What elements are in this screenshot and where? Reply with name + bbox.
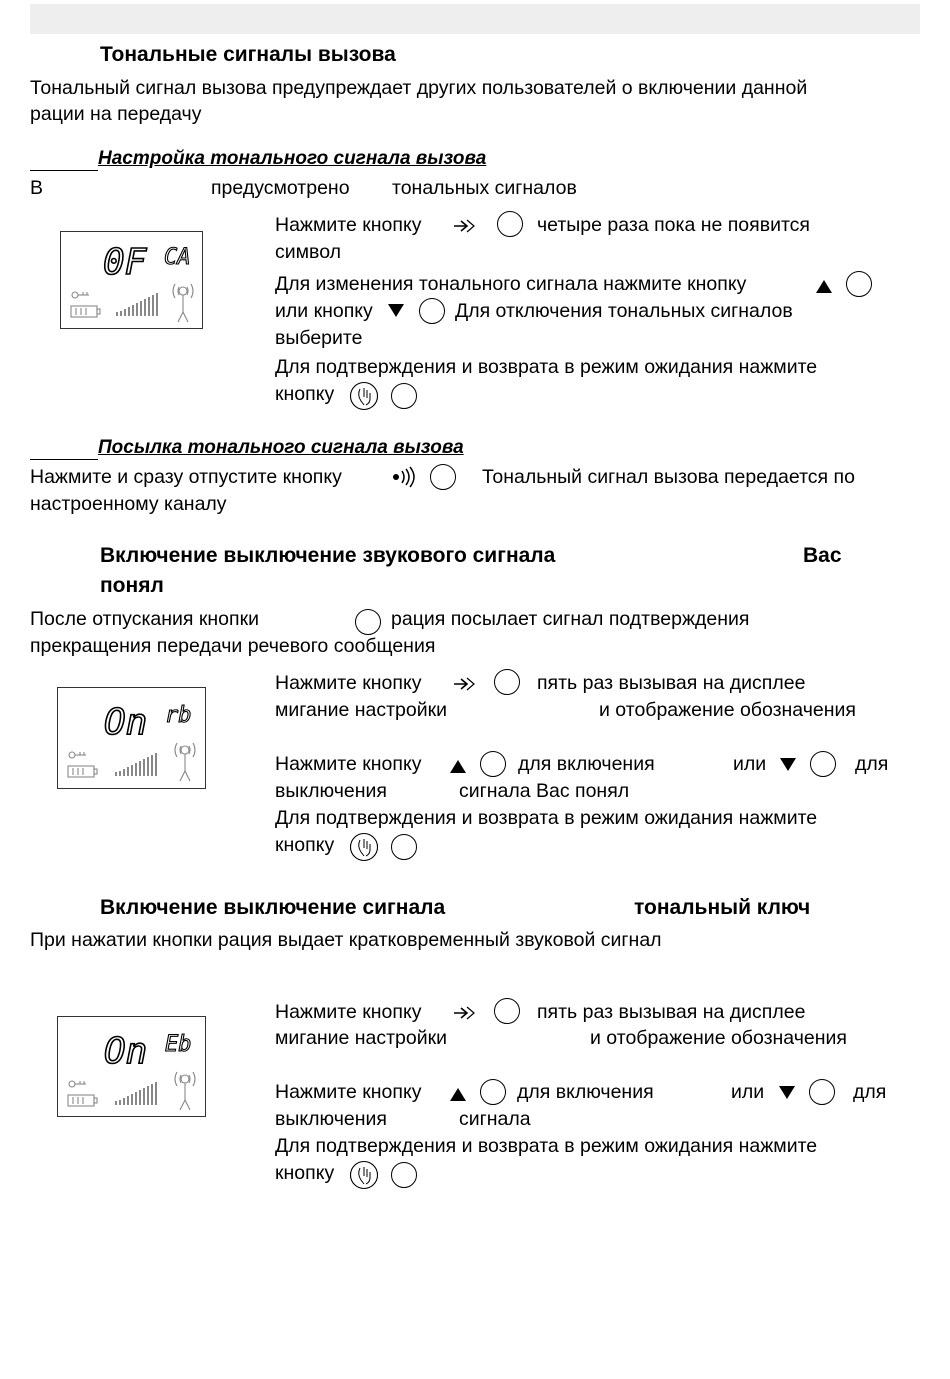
triangle-down-icon bbox=[387, 303, 405, 319]
section-heading-roger-beep: Включение выключение звукового сигнала bbox=[100, 544, 556, 567]
step-text: сигнала bbox=[459, 1108, 531, 1130]
call-button[interactable] bbox=[430, 464, 456, 490]
antenna-person-icon bbox=[175, 743, 195, 781]
subheading-send-call-tone: Посылка тонального сигнала вызова bbox=[98, 437, 464, 458]
up-button[interactable] bbox=[480, 751, 506, 777]
key-icon bbox=[69, 752, 86, 758]
step-text: для включения bbox=[517, 1081, 654, 1103]
paragraph: рации на передачу bbox=[30, 103, 202, 125]
menu-button[interactable] bbox=[494, 998, 520, 1024]
paragraph: Тональный сигнал вызова предупреждает других пользователей о включении данной bbox=[30, 77, 808, 99]
antenna-person-icon bbox=[175, 1072, 195, 1110]
paragraph: Нажмите и сразу отпустите кнопку bbox=[30, 466, 342, 488]
confirm-button[interactable] bbox=[391, 383, 417, 409]
up-button[interactable] bbox=[480, 1079, 506, 1105]
key-icon bbox=[69, 1081, 86, 1087]
signal-strength-icon bbox=[116, 753, 156, 776]
signal-strength-icon bbox=[117, 293, 157, 316]
triangle-down-icon bbox=[779, 757, 797, 773]
triangle-up-icon bbox=[449, 758, 467, 774]
step-text: Для подтверждения и возврата в режим ожидания нажмите bbox=[275, 356, 818, 378]
step-text: для включения bbox=[518, 753, 655, 775]
lcd-main-readout: 0F bbox=[103, 242, 147, 283]
step-text: или bbox=[733, 753, 767, 775]
step-text: Нажмите кнопку bbox=[275, 672, 422, 694]
step-text: и отображение обозначения bbox=[599, 699, 856, 721]
step-text: символ bbox=[275, 241, 341, 263]
step-text: мигание настройки bbox=[275, 699, 448, 721]
up-button[interactable] bbox=[846, 271, 872, 297]
step-text: Нажмите кнопку bbox=[275, 753, 422, 775]
menu-button[interactable] bbox=[494, 669, 520, 695]
section-heading-roger-beep: понял bbox=[100, 574, 164, 597]
step-text: мигание настройки bbox=[275, 1027, 448, 1049]
ptt-button[interactable] bbox=[355, 609, 381, 635]
paragraph: прекращения передачи речевого сообщения bbox=[30, 635, 436, 657]
step-text: и отображение обозначения bbox=[590, 1027, 847, 1049]
hand-confirm-icon bbox=[349, 832, 379, 862]
underline-rule bbox=[30, 459, 98, 460]
paragraph: При нажатии кнопки рация выдает кратковременный звуковой сигнал bbox=[30, 929, 662, 951]
step-text: Для отключения тональных сигналов bbox=[455, 300, 793, 322]
lcd-main-readout: On bbox=[104, 702, 148, 743]
step-text: кнопку bbox=[275, 834, 335, 856]
lcd-display bbox=[60, 231, 203, 329]
step-text: или bbox=[731, 1081, 765, 1103]
menu-arrow-icon bbox=[452, 1004, 476, 1022]
triangle-down-icon bbox=[778, 1085, 796, 1101]
paragraph: После отпускания кнопки bbox=[30, 608, 260, 630]
lcd-display bbox=[57, 687, 206, 789]
step-text: Нажмите кнопку bbox=[275, 1081, 422, 1103]
menu-arrow-icon bbox=[452, 217, 476, 235]
battery-icon bbox=[71, 306, 100, 317]
step-text: выключения bbox=[275, 780, 387, 802]
key-icon bbox=[72, 292, 89, 298]
battery-icon bbox=[68, 766, 97, 777]
menu-arrow-icon bbox=[452, 675, 476, 693]
lcd-small-readout: Eb bbox=[165, 1032, 192, 1057]
lcd-display bbox=[57, 1016, 206, 1117]
text: В bbox=[30, 177, 44, 199]
step-text: кнопку bbox=[275, 383, 335, 405]
hand-confirm-icon bbox=[349, 1160, 379, 1190]
section-heading-roger-beep: Вас bbox=[803, 544, 842, 567]
text: тональных сигналов bbox=[392, 177, 577, 199]
lcd-main-readout: On bbox=[104, 1031, 148, 1072]
subheading-setup-call-tone: Настройка тонального сигнала вызова bbox=[98, 148, 487, 169]
call-signal-icon bbox=[391, 466, 419, 488]
section-heading-key-tone: Включение выключение сигнала bbox=[100, 896, 446, 919]
step-text: четыре раза пока не появится bbox=[537, 214, 810, 236]
down-button[interactable] bbox=[419, 298, 445, 324]
down-button[interactable] bbox=[809, 1079, 835, 1105]
step-text: сигнала Вас понял bbox=[459, 780, 630, 802]
confirm-button[interactable] bbox=[391, 834, 417, 860]
step-text: Нажмите кнопку bbox=[275, 1001, 422, 1023]
signal-strength-icon bbox=[116, 1082, 156, 1105]
step-text: Нажмите кнопку bbox=[275, 214, 422, 236]
down-button[interactable] bbox=[810, 751, 836, 777]
step-text: Для подтверждения и возврата в режим ожидания нажмите bbox=[275, 1135, 818, 1157]
step-text: выберите bbox=[275, 327, 363, 349]
step-text: Для подтверждения и возврата в режим ожидания нажмите bbox=[275, 807, 818, 829]
step-text: для bbox=[855, 753, 889, 775]
section-heading-key-tone: тональный ключ bbox=[634, 896, 811, 919]
step-text: Для изменения тонального сигнала нажмите кнопку bbox=[275, 273, 747, 295]
antenna-person-icon bbox=[173, 284, 193, 322]
step-text: или кнопку bbox=[275, 300, 373, 322]
paragraph: Тональный сигнал вызова передается по bbox=[482, 466, 855, 488]
section-heading-call-tones: Тональные сигналы вызова bbox=[100, 43, 396, 66]
paragraph: рация посылает сигнал подтверждения bbox=[391, 608, 750, 630]
text: предусмотрено bbox=[211, 177, 350, 199]
step-text: для bbox=[853, 1081, 887, 1103]
header-bar bbox=[30, 4, 920, 34]
step-text: выключения bbox=[275, 1108, 387, 1130]
paragraph: настроенному каналу bbox=[30, 493, 227, 515]
lcd-small-readout: CA bbox=[164, 245, 191, 270]
step-text: пять раз вызывая на дисплее bbox=[537, 1001, 806, 1023]
underline-rule bbox=[30, 170, 98, 171]
menu-button[interactable] bbox=[497, 211, 523, 237]
battery-icon bbox=[68, 1095, 97, 1106]
triangle-up-icon bbox=[815, 278, 833, 294]
step-text: кнопку bbox=[275, 1162, 335, 1184]
lcd-small-readout: rb bbox=[165, 703, 192, 728]
triangle-up-icon bbox=[449, 1086, 467, 1102]
hand-confirm-icon bbox=[349, 381, 379, 411]
confirm-button[interactable] bbox=[391, 1162, 417, 1188]
step-text: пять раз вызывая на дисплее bbox=[537, 672, 806, 694]
